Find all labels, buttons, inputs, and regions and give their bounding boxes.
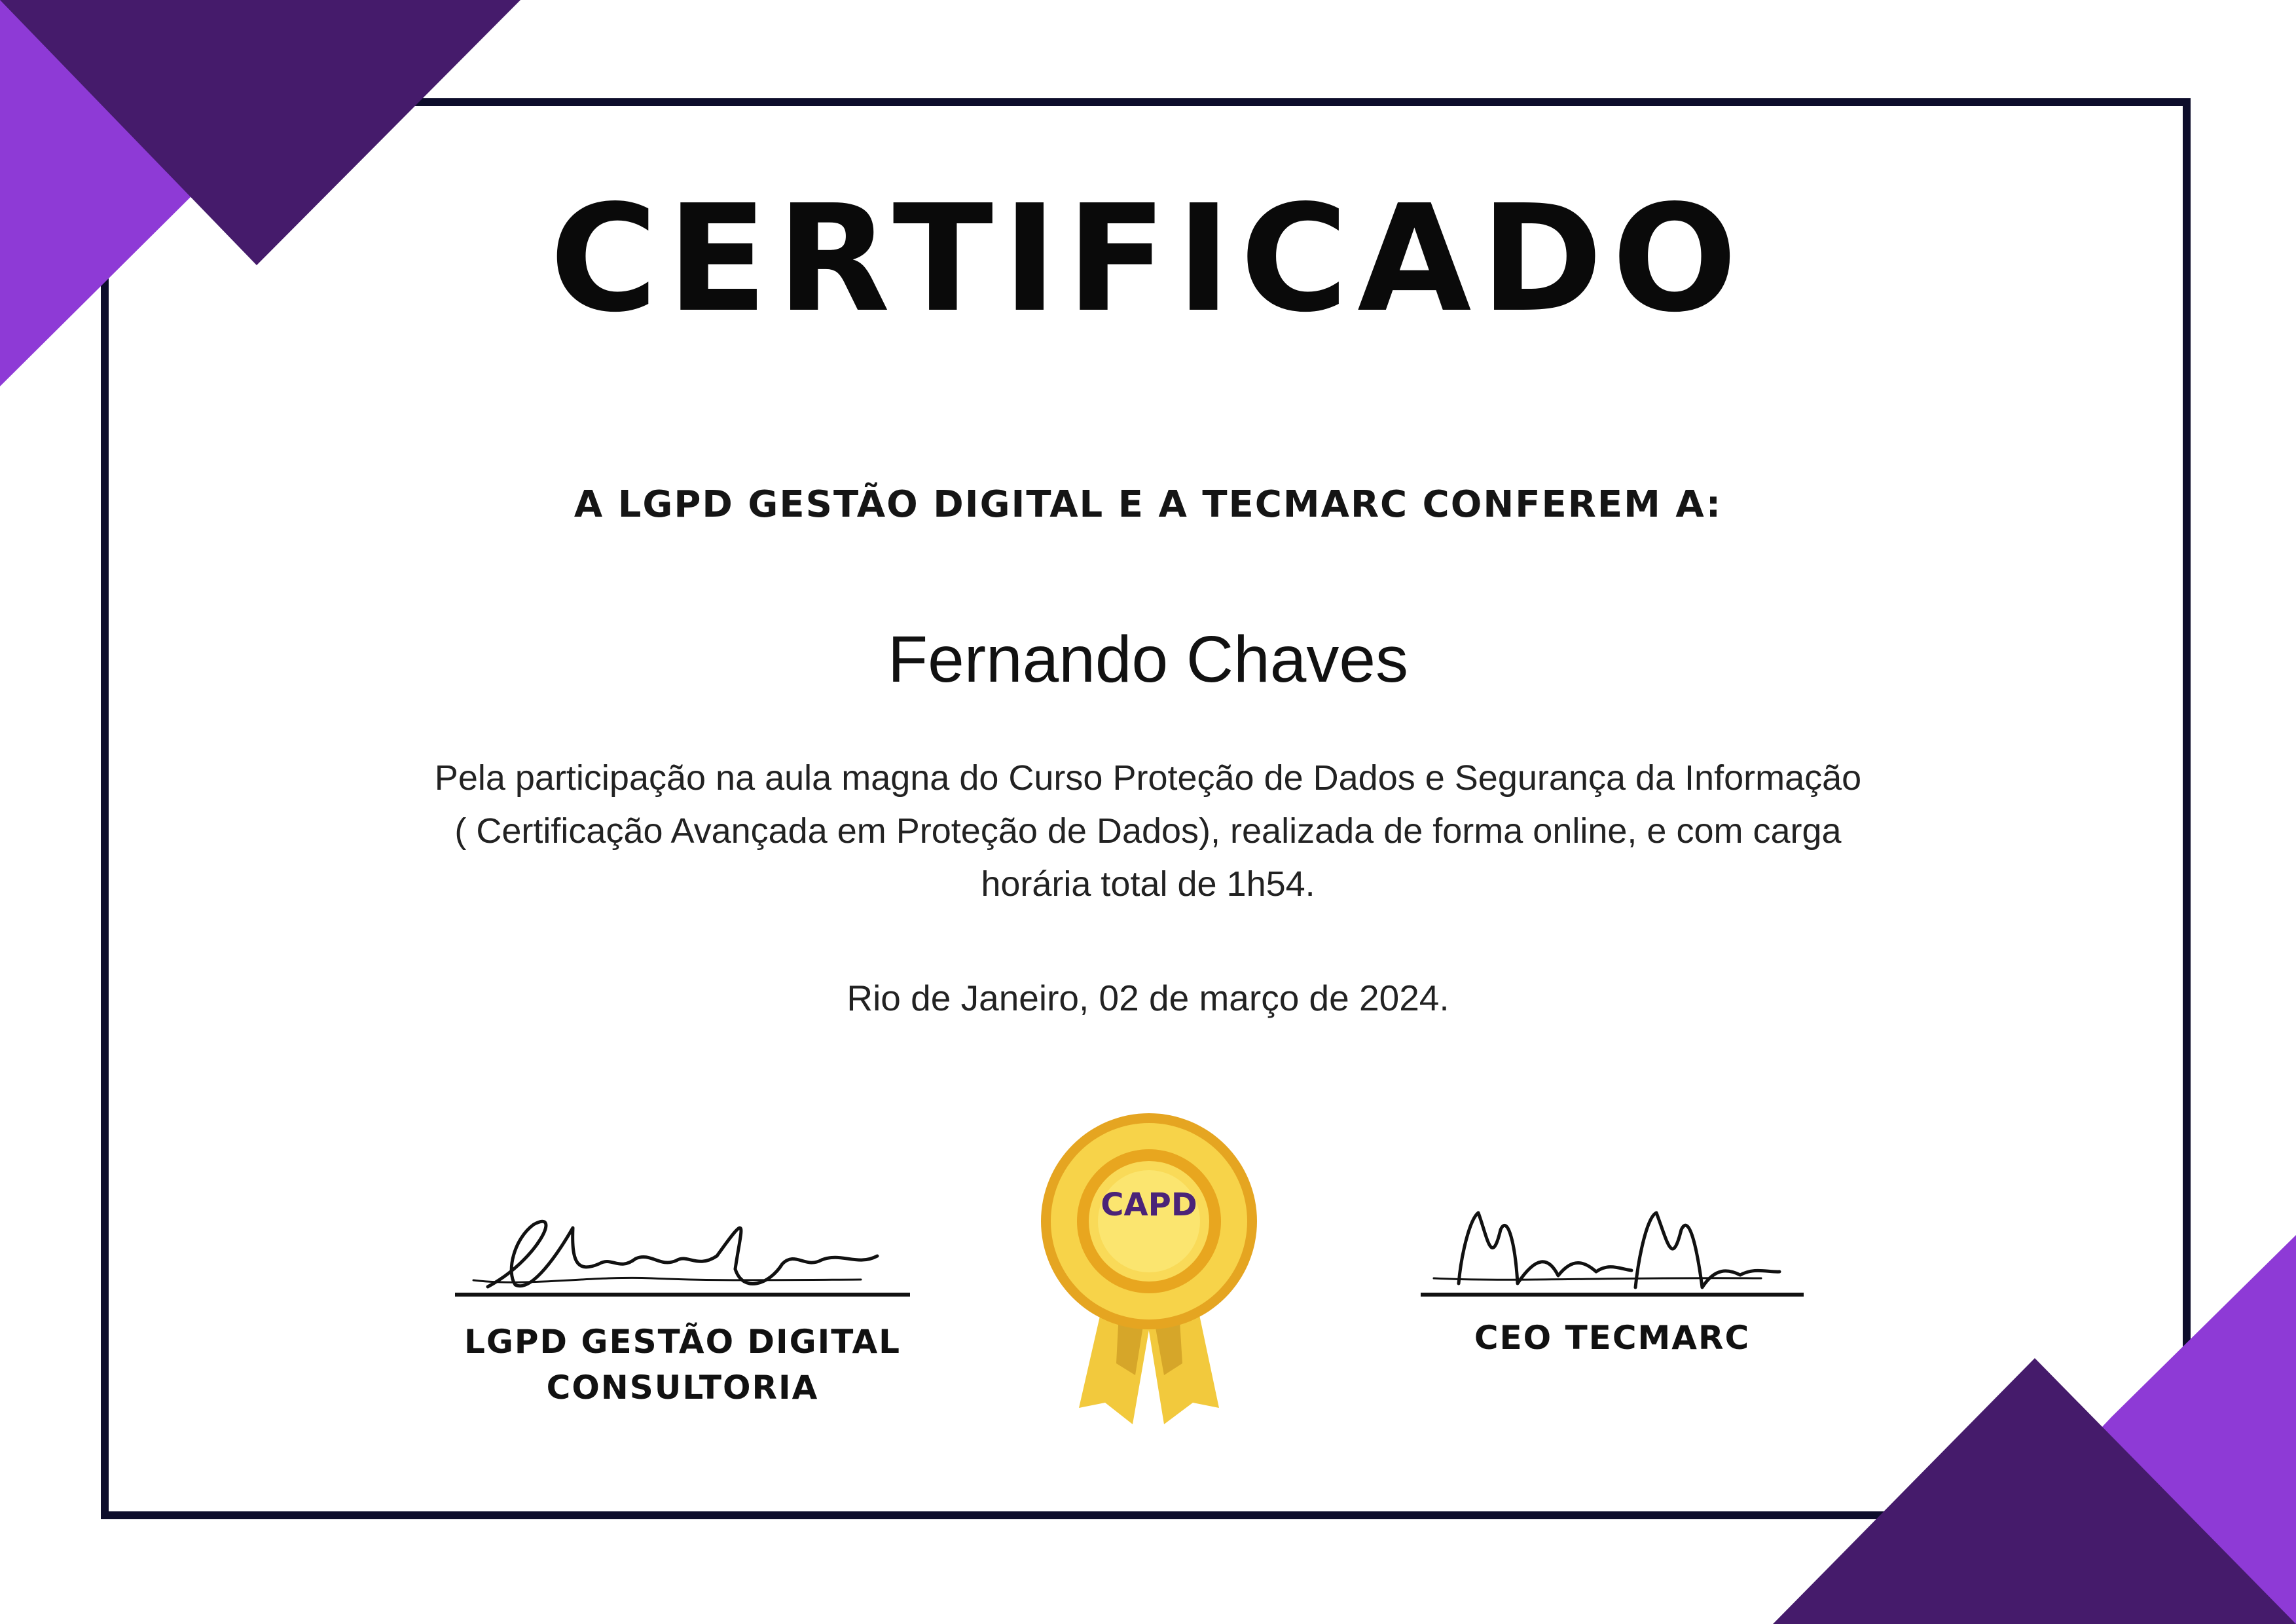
description-line: horária total de 1h54. (981, 864, 1315, 904)
seal-graphic (1028, 1107, 1270, 1441)
right-signature-block (1421, 1198, 1804, 1361)
signatory-role-line: CONSULTORIA (546, 1369, 819, 1407)
description-line: Pela participação na aula magna do Curso Proteção de Dados e Segurança da Informação (434, 758, 1862, 798)
handwritten-signature (455, 1198, 910, 1297)
award-rosette-icon (1028, 1107, 1270, 1441)
seal-label: CAPD (1101, 1187, 1197, 1223)
left-signature-block (455, 1198, 910, 1411)
recipient-name: Fernando Chaves (888, 623, 1408, 696)
handwritten-signature (1421, 1198, 1804, 1297)
certificate-title: CERTIFICADO (549, 174, 1747, 345)
signature-line (1421, 1293, 1804, 1297)
signatory-role-line: CEO TECMARC (1474, 1319, 1751, 1357)
signatory-role (1421, 1315, 1804, 1361)
signatory-role (455, 1319, 910, 1411)
place-and-date: Rio de Janeiro, 02 de março de 2024. (847, 978, 1449, 1018)
signatory-role-line: LGPD GESTÃO DIGITAL (464, 1323, 902, 1361)
signature-line (455, 1293, 910, 1297)
certificate-description (419, 752, 1877, 911)
description-line: ( Certificação Avançada em Proteção de Dados), realizada de forma online, e com carga (454, 811, 1842, 851)
conferring-statement: A LGPD GESTÃO DIGITAL E A TECMARC CONFEREM A: (574, 483, 1722, 526)
